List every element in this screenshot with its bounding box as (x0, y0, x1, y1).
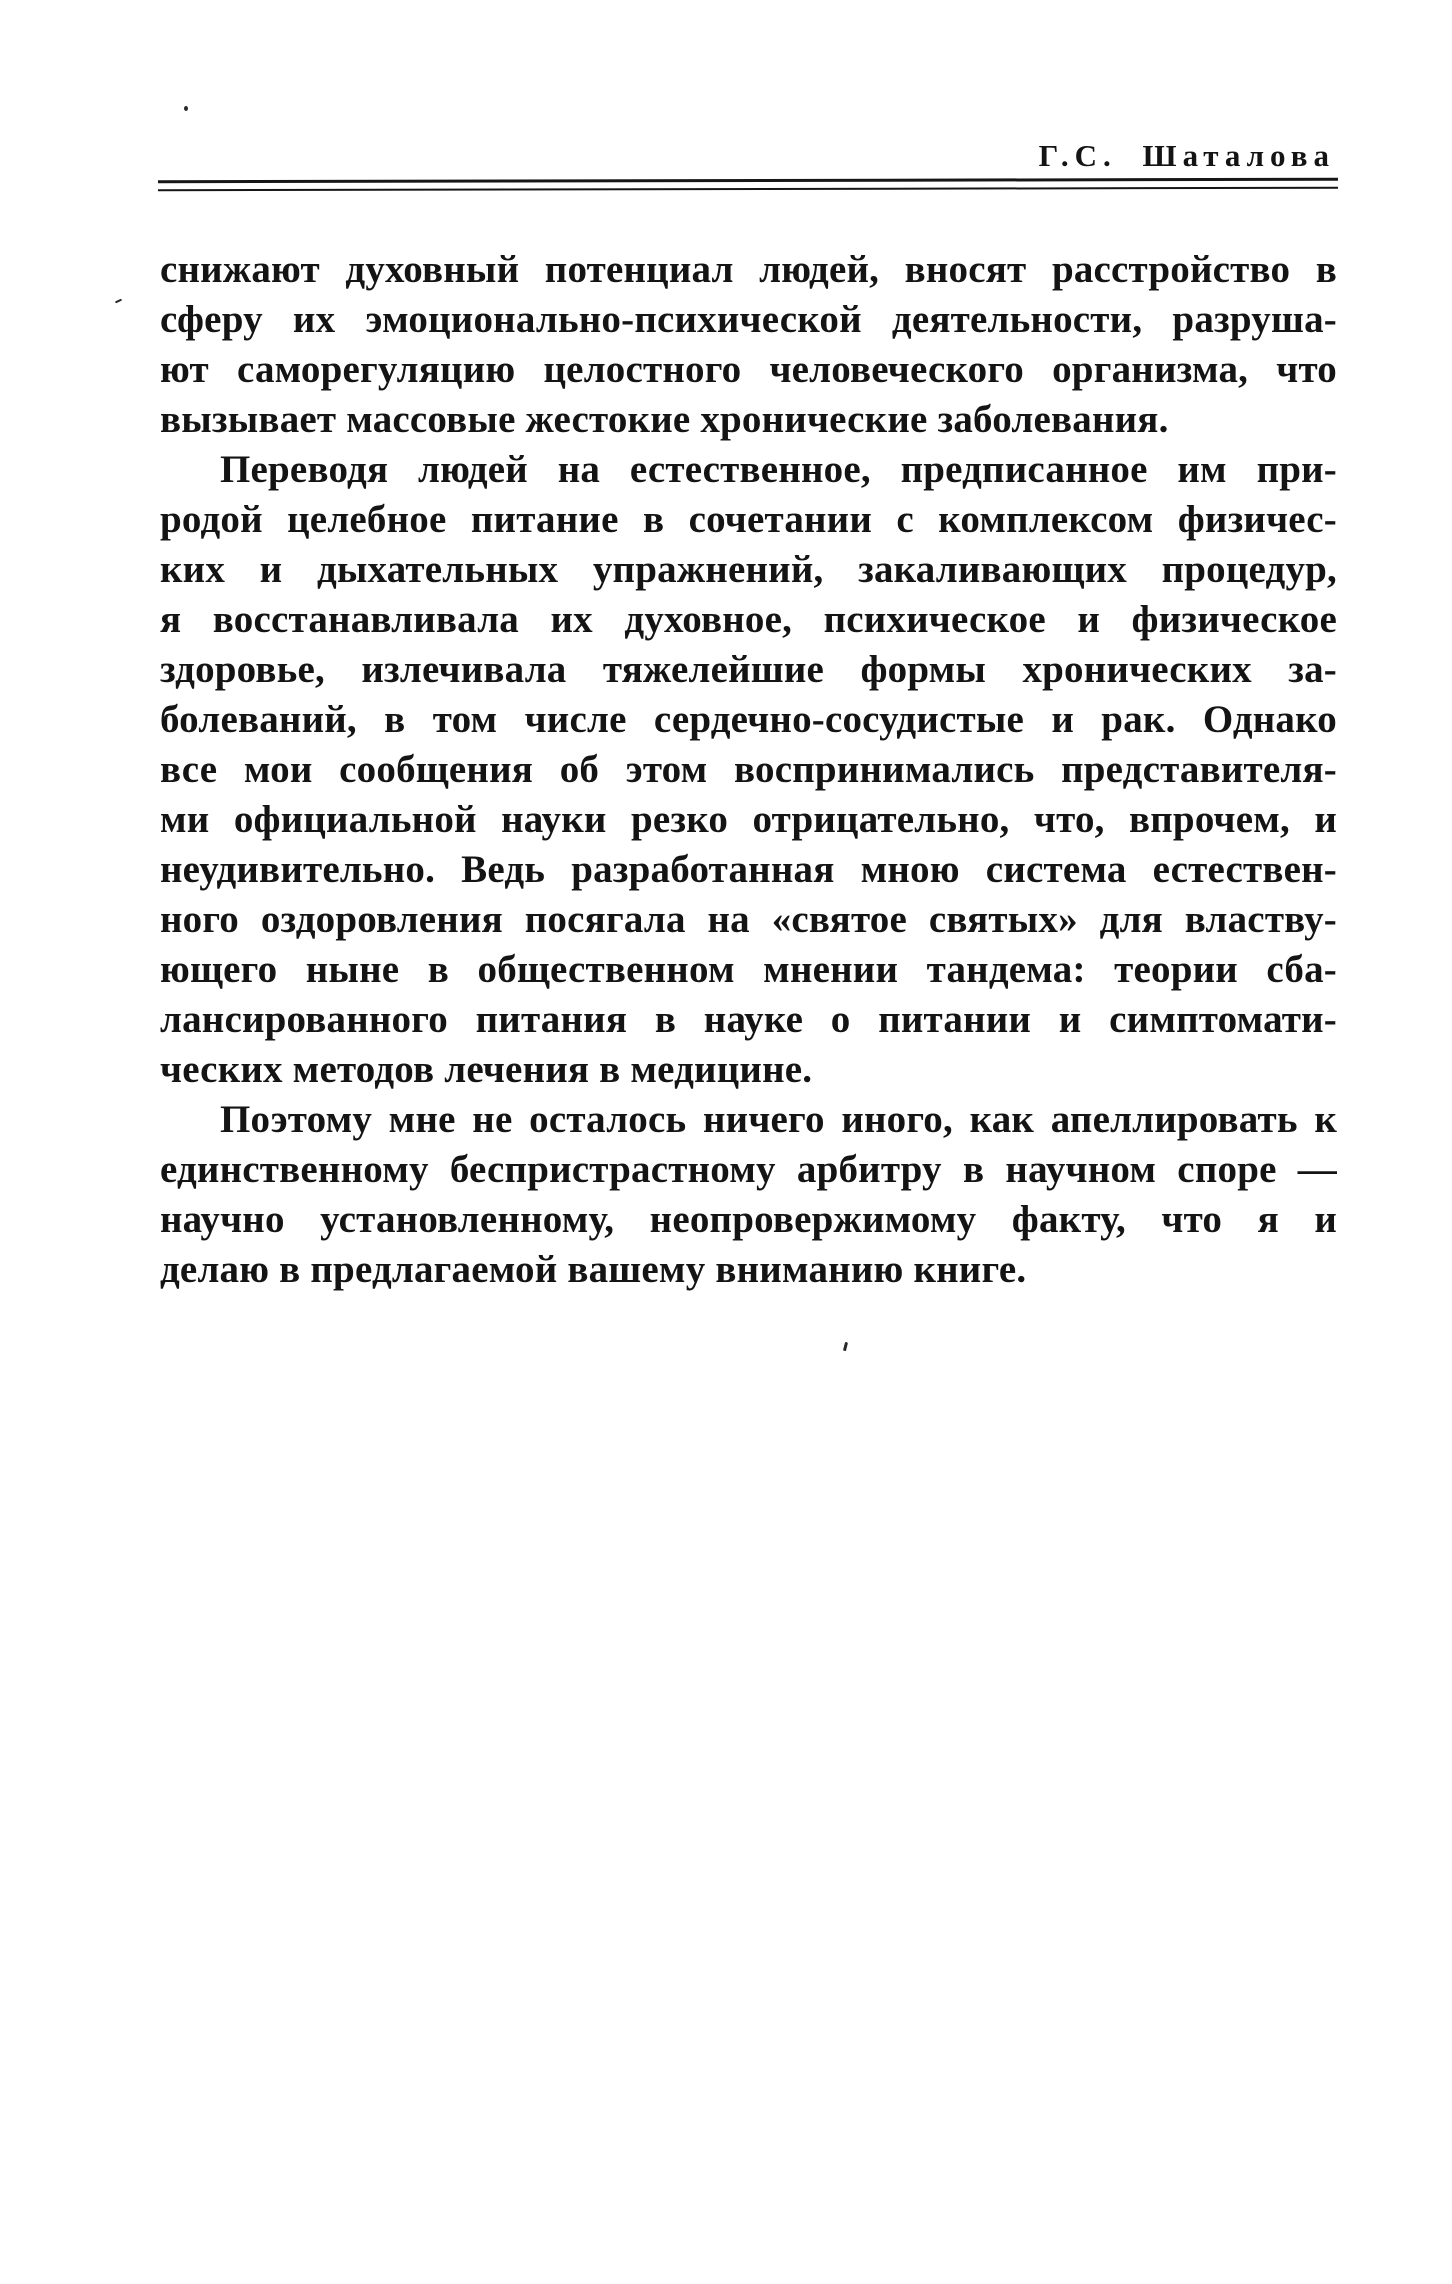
text-line: делаю в предлагаемой вашему вниманию книге. (160, 1248, 1027, 1291)
text-line: лансированного питания в науке о питании и симптомати- (160, 998, 1337, 1041)
scan-artifact-tick (115, 299, 122, 304)
text-line: ких и дыхательных упражнений, закаливающих процедур, (160, 548, 1337, 591)
text-line: родой целебное питание в сочетании с комплексом физичес- (160, 498, 1337, 541)
text-line: научно установленному, неопровержимому факту, что я и (160, 1198, 1337, 1241)
text-line: ющего ныне в общественном мнении тандема: теории сба- (160, 948, 1337, 991)
text-line: Поэтому мне не осталось ничего иного, как апеллировать к (220, 1098, 1337, 1141)
text-line: неудивительно. Ведь разработанная мною система естествен- (160, 848, 1337, 891)
running-head-author: Г.С. Шаталова (1038, 138, 1335, 173)
text-line: Переводя людей на естественное, предписанное им при- (220, 448, 1337, 491)
text-line: ного оздоровления посягала на «святое святых» для властву- (160, 898, 1337, 941)
scan-artifact-speck (843, 1342, 848, 1351)
text-line: сферу их эмоционально-психической деятельности, разруша- (160, 298, 1337, 341)
scan-artifact-dot (184, 106, 188, 111)
text-line: ми официальной науки резко отрицательно, что, впрочем, и (160, 798, 1337, 841)
text-line: снижают духовный потенциал людей, вносят расстройство в (160, 248, 1337, 291)
text-line: ческих методов лечения в медицине. (160, 1048, 813, 1091)
text-line: ют саморегуляцию целостного человеческого организма, что (160, 348, 1337, 391)
text-line: вызывает массовые жестокие хронические заболевания. (160, 398, 1169, 441)
text-line: болеваний, в том числе сердечно-сосудистые и рак. Однако (160, 698, 1337, 741)
header-double-rule (158, 178, 1338, 191)
text-line: все мои сообщения об этом воспринимались представителя- (160, 748, 1337, 791)
text-line: я восстанавливала их духовное, психическое и физическое (160, 598, 1337, 641)
text-line: здоровье, излечивала тяжелейшие формы хронических за- (160, 648, 1337, 691)
text-line: единственному беспристрастному арбитру в научном споре — (160, 1148, 1337, 1191)
body-text-block (160, 245, 1337, 1295)
